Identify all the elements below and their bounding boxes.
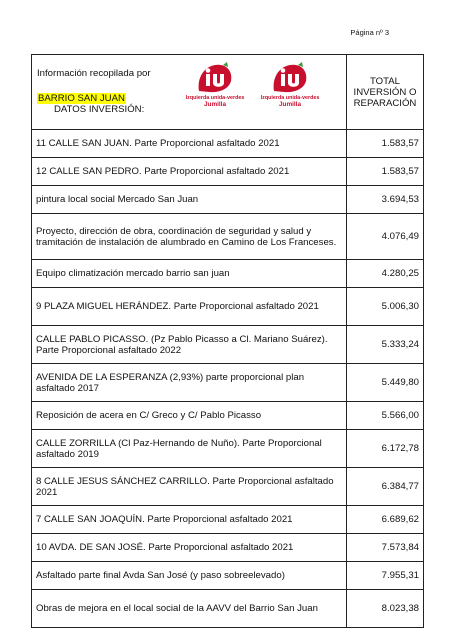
row-amount: 7.573,84 [347,534,424,562]
iu-logo-icon [195,61,235,95]
header-info-cell [32,55,347,130]
row-amount: 6.689,62 [347,506,424,534]
table-row [32,364,424,402]
row-description: Equipo climatización mercado barrio san juan [32,260,347,288]
investment-table [31,54,424,628]
table-row [32,562,424,590]
info-label: Información recopilada por [37,68,151,79]
logo-line2: Jumilla [278,101,302,108]
table-row [32,288,424,326]
logo-line1: Izquierda unida-verdes [260,95,320,101]
table-header-row [32,55,424,130]
table-row [32,430,424,468]
table-row [32,186,424,214]
table-row [32,402,424,430]
row-amount: 6.172,78 [347,430,424,468]
row-description: 9 PLAZA MIGUEL HERÁNDEZ. Parte Proporcional asfaltado 2021 [32,288,347,326]
row-description: 8 CALLE JESUS SÁNCHEZ CARRILLO. Parte Proporcional asfaltado 2021 [32,468,347,506]
table-row [32,590,424,628]
row-description: 11 CALLE SAN JUAN. Parte Proporcional asfaltado 2021 [32,130,347,158]
logo-line1: Izquierda unida-verdes [185,95,245,101]
row-amount: 4.076,49 [347,214,424,260]
row-amount: 1.583,57 [347,130,424,158]
row-description: CALLE ZORRILLA (Cl Paz-Hernando de Nuño). Parte Proporcional asfaltado 2019 [32,430,347,468]
table-row [32,506,424,534]
row-description: CALLE PABLO PICASSO. (Pz Pablo Picasso a Cl. Mariano Suárez). Parte Proporcional asfaltado 2022 [32,326,347,364]
row-description: 7 CALLE SAN JOAQUÍN. Parte Proporcional asfaltado 2021 [32,506,347,534]
table-row [32,214,424,260]
row-amount: 4.280,25 [347,260,424,288]
row-amount: 7.955,31 [347,562,424,590]
row-description: 12 CALLE SAN PEDRO. Parte Proporcional asfaltado 2021 [32,158,347,186]
table-row [32,130,424,158]
iu-logo-icon [270,61,310,95]
row-description: Reposición de acera en C/ Greco y C/ Pablo Picasso [32,402,347,430]
barrio-label: BARRIO SAN JUAN [38,93,125,104]
total-header: TOTAL INVERSIÓN O REPARACIÓN [347,55,424,130]
table-row [32,158,424,186]
table-row [32,468,424,506]
row-amount: 5.006,30 [347,288,424,326]
row-amount: 3.694,53 [347,186,424,214]
row-description: 10 AVDA. DE SAN JOSÉ. Parte Proporcional asfaltado 2021 [32,534,347,562]
iu-logo [257,61,323,115]
row-amount: 6.384,77 [347,468,424,506]
row-description: Asfaltado parte final Avda San José (y paso sobreelevado) [32,562,347,590]
iu-logo [182,61,248,115]
table-row [32,326,424,364]
page-number: Página nº 3 [350,28,389,37]
row-amount: 8.023,38 [347,590,424,628]
row-amount: 1.583,57 [347,158,424,186]
row-description: Proyecto, dirección de obra, coordinación de seguridad y salud y tramitación de instalación de alumbrado en Camino de Los Franceses. [32,214,347,260]
logo-line2: Jumilla [203,101,227,108]
table-row [32,534,424,562]
row-description: Obras de mejora en el local social de la AAVV del Barrio San Juan [32,590,347,628]
row-description: pintura local social Mercado San Juan [32,186,347,214]
row-description: AVENIDA DE LA ESPERANZA (2,93%) parte proporcional plan asfaltado 2017 [32,364,347,402]
row-amount: 5.333,24 [347,326,424,364]
datos-label: DATOS INVERSIÓN: [54,104,145,115]
row-amount: 5.449,80 [347,364,424,402]
table-row [32,260,424,288]
row-amount: 5.566,00 [347,402,424,430]
